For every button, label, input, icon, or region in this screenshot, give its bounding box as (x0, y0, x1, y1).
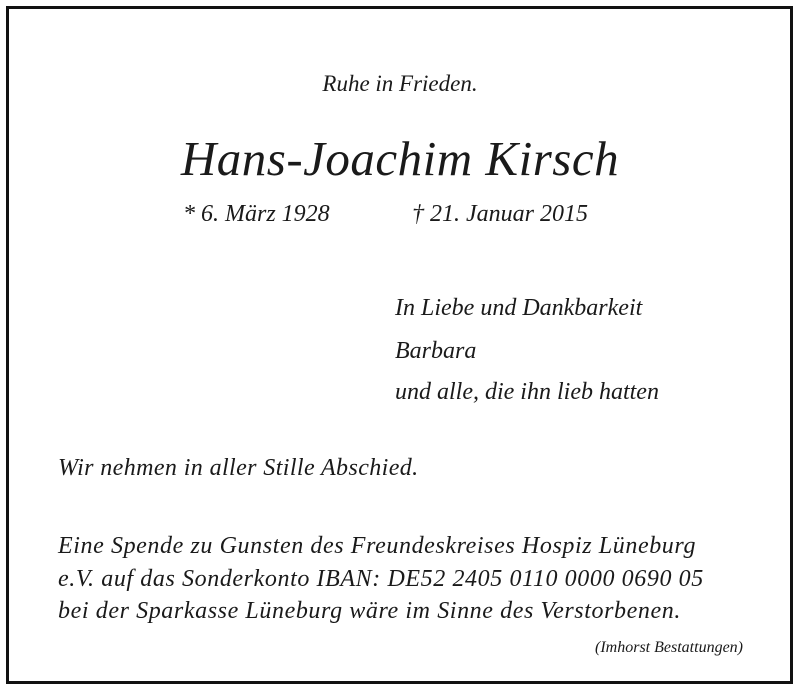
death-date: † 21. Januar 2015 (412, 201, 588, 227)
notice-header: Ruhe in Frieden. (322, 71, 478, 96)
undertaker-credit: (Imhorst Bestattungen) (595, 639, 743, 656)
donation-line: Eine Spende zu Gunsten des Freundeskreises Hospiz Lüneburg (58, 533, 697, 559)
mourner-line: und alle, die ihn lieb hatten (395, 379, 659, 405)
donation-line: bei der Sparkasse Lüneburg wäre im Sinne des Verstorbenen. (58, 598, 681, 624)
deceased-name: Hans-Joachim Kirsch (180, 131, 620, 186)
donation-line: e.V. auf das Sonderkonto IBAN: DE52 2405 0110 0000 0690 05 (58, 566, 704, 592)
birth-date: * 6. März 1928 (183, 201, 330, 227)
mourner-line: In Liebe und Dankbarkeit (395, 295, 643, 321)
farewell-statement: Wir nehmen in aller Stille Abschied. (58, 455, 419, 481)
mourner-line: Barbara (395, 338, 477, 364)
